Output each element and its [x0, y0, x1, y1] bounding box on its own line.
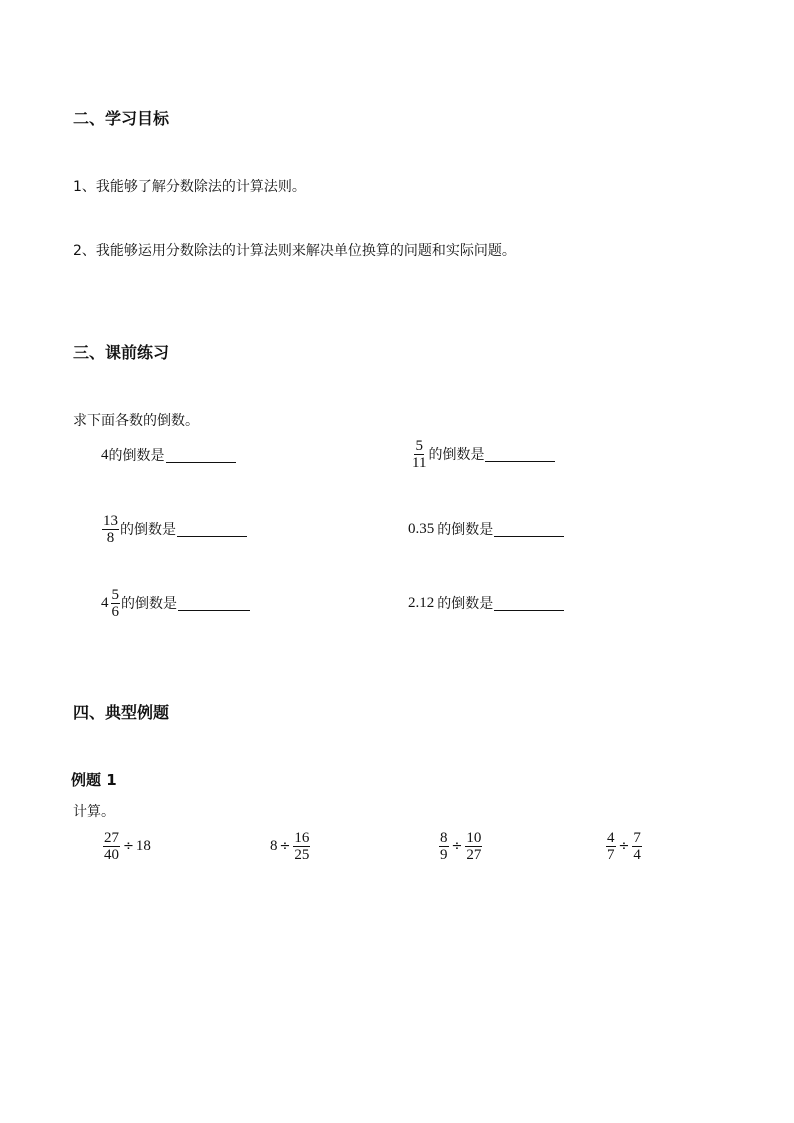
division-problem-2 [270, 826, 311, 866]
example-title: 例题 1 [71, 771, 117, 789]
reciprocal-question-4 [408, 518, 564, 540]
answer-blank[interactable] [178, 596, 250, 611]
dividend-fraction [103, 830, 120, 863]
fraction-numerator: 13 [103, 512, 118, 529]
question-suffix: 的倒数是 [120, 522, 176, 538]
divisor: 18 [135, 837, 151, 854]
answer-blank[interactable] [166, 448, 236, 463]
reciprocal-question-3 [101, 509, 247, 549]
practice-instruction: 求下面各数的倒数。 [73, 413, 199, 429]
fraction-denominator: 25 [294, 846, 310, 863]
fraction-numerator: 7 [633, 829, 641, 846]
reciprocal-question-2 [410, 434, 555, 474]
given-number: 2.12 [408, 594, 435, 611]
divisor-fraction [465, 830, 482, 863]
learning-goal-1: 1、我能够了解分数除法的计算法则。 [73, 179, 306, 195]
dividend: 8 [270, 837, 278, 854]
reciprocal-question-5 [101, 583, 250, 623]
division-sign: ÷ [618, 838, 630, 854]
question-suffix: 的倒数是 [437, 522, 494, 538]
dividend-fraction [439, 830, 449, 863]
given-fraction [102, 513, 119, 546]
division-sign: ÷ [279, 838, 291, 854]
answer-blank[interactable] [485, 447, 555, 462]
question-suffix: 的倒数是 [437, 596, 494, 612]
answer-blank[interactable] [494, 522, 564, 537]
fraction-denominator: 4 [633, 846, 641, 863]
reciprocal-question-6 [408, 592, 564, 614]
fraction-numerator: 10 [466, 829, 482, 846]
section-title-preclass-practice: 三、课前练习 [73, 343, 170, 362]
divisor-fraction [293, 830, 310, 863]
fraction-denominator: 7 [607, 846, 615, 863]
given-number: 0.35 [408, 520, 435, 537]
given-fraction [411, 438, 427, 471]
question-suffix: 的倒数是 [108, 448, 165, 464]
fraction-denominator: 27 [466, 846, 482, 863]
given-number: 4 [101, 446, 109, 463]
question-suffix: 的倒数是 [428, 447, 485, 463]
fraction-numerator: 8 [440, 829, 448, 846]
dividend-fraction [606, 830, 616, 863]
division-sign: ÷ [123, 838, 134, 854]
division-sign: ÷ [451, 838, 463, 854]
fraction-numerator: 5 [415, 437, 423, 454]
question-suffix: 的倒数是 [121, 596, 177, 612]
given-fraction [111, 587, 121, 620]
learning-goal-2: 2、我能够运用分数除法的计算法则来解决单位换算的问题和实际问题。 [73, 243, 516, 259]
fraction-denominator: 40 [104, 846, 119, 863]
division-problem-4 [605, 826, 643, 866]
fraction-numerator: 27 [104, 829, 119, 846]
section-title-typical-examples: 四、典型例题 [73, 703, 170, 722]
division-problem-1 [102, 826, 151, 866]
answer-blank[interactable] [494, 596, 564, 611]
fraction-denominator: 11 [412, 454, 427, 471]
fraction-denominator: 6 [111, 603, 119, 620]
fraction-numerator: 16 [294, 829, 310, 846]
fraction-denominator: 8 [106, 529, 115, 546]
mixed-number-whole: 4 [101, 594, 109, 611]
fraction-denominator: 9 [440, 846, 448, 863]
reciprocal-question-1 [101, 444, 236, 466]
divisor-fraction [632, 830, 642, 863]
example-instruction: 计算。 [73, 804, 115, 820]
answer-blank[interactable] [177, 522, 247, 537]
fraction-numerator: 4 [607, 829, 615, 846]
fraction-numerator: 5 [111, 586, 119, 603]
division-problem-3 [438, 826, 483, 866]
section-title-learning-goals: 二、学习目标 [73, 109, 170, 128]
